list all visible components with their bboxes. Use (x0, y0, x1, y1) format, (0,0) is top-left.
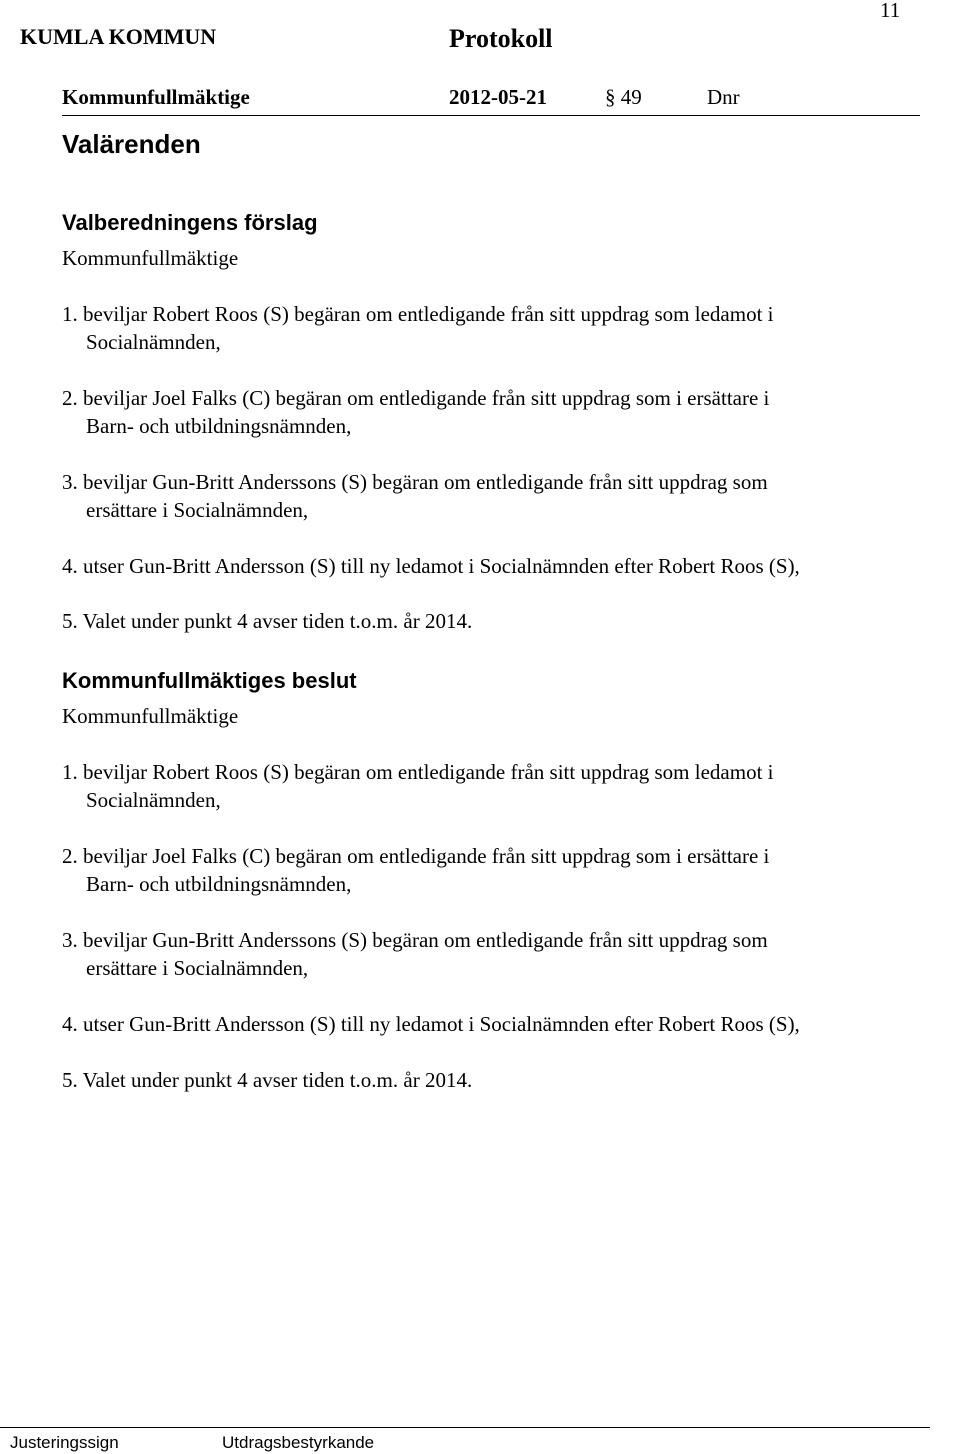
decision-item-1-line2: Socialnämnden, (86, 788, 221, 812)
organization-name: KUMLA KOMMUN (20, 24, 217, 49)
meta-date: 2012-05-21 (449, 85, 547, 109)
proposal-item-2-line2: Barn- och utbildningsnämnden, (86, 414, 352, 438)
decision-item-3-line2: ersättare i Socialnämnden, (86, 956, 309, 980)
footer-justeringssign: Justeringssign (10, 1433, 119, 1452)
decision-heading: Kommunfullmäktiges beslut (62, 668, 357, 693)
decision-item-2-line2: Barn- och utbildningsnämnden, (86, 872, 352, 896)
footer-utdragsbestyrkande: Utdragsbestyrkande (222, 1433, 375, 1452)
proposal-item-5: 5. Valet under punkt 4 avser tiden t.o.m. år 2014. (62, 609, 473, 633)
document-type: Protokoll (449, 24, 553, 53)
decision-subject: Kommunfullmäktige (62, 704, 239, 728)
proposal-item-1-line2: Socialnämnden, (86, 330, 221, 354)
page-number: 11 (880, 0, 901, 22)
meta-dnr: Dnr (707, 85, 740, 109)
proposal-item-1-line1: 1. beviljar Robert Roos (S) begäran om entledigande från sitt uppdrag som ledamot i (62, 302, 774, 326)
decision-item-4: 4. utser Gun-Britt Andersson (S) till ny ledamot i Socialnämnden efter Robert Roos (S), (62, 1012, 800, 1036)
proposal-subject: Kommunfullmäktige (62, 246, 239, 270)
footer-divider (0, 1427, 930, 1428)
proposal-item-3-line2: ersättare i Socialnämnden, (86, 498, 309, 522)
decision-item-2-line1: 2. beviljar Joel Falks (C) begäran om entledigande från sitt uppdrag som i ersättare i (62, 844, 770, 868)
meta-row (62, 85, 920, 116)
page-title: Valärenden (62, 129, 201, 159)
proposal-heading: Valberedningens förslag (62, 210, 318, 235)
meta-body: Kommunfullmäktige (62, 85, 250, 109)
decision-item-3-line1: 3. beviljar Gun-Britt Anderssons (S) begäran om entledigande från sitt uppdrag som (62, 928, 768, 952)
proposal-item-4: 4. utser Gun-Britt Andersson (S) till ny ledamot i Socialnämnden efter Robert Roos (S), (62, 554, 800, 578)
proposal-item-2-line1: 2. beviljar Joel Falks (C) begäran om entledigande från sitt uppdrag som i ersättare i (62, 386, 770, 410)
meta-paragraph: § 49 (605, 85, 642, 109)
decision-item-5: 5. Valet under punkt 4 avser tiden t.o.m. år 2014. (62, 1068, 473, 1092)
decision-item-1-line1: 1. beviljar Robert Roos (S) begäran om entledigande från sitt uppdrag som ledamot i (62, 760, 774, 784)
proposal-item-3-line1: 3. beviljar Gun-Britt Anderssons (S) begäran om entledigande från sitt uppdrag som (62, 470, 768, 494)
